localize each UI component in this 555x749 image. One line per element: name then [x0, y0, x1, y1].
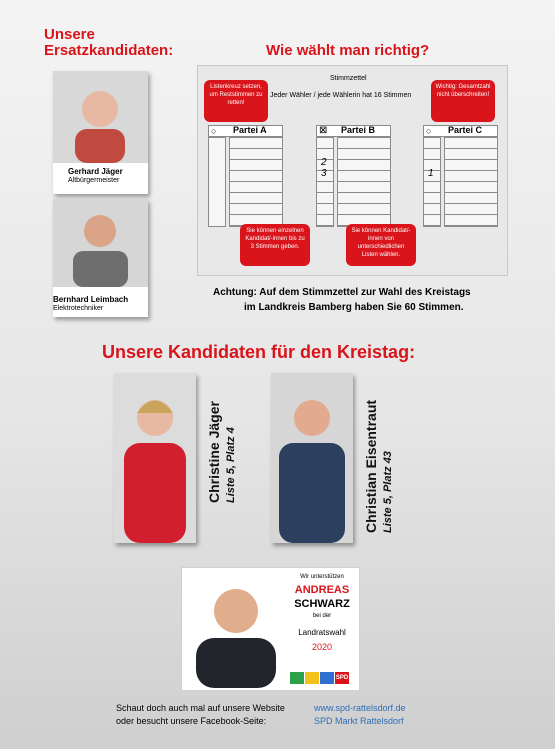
party-a-column: [208, 125, 283, 230]
color-square-blue: [320, 672, 334, 684]
candidate-name-1: Christine Jäger: [206, 401, 222, 503]
ad-line4: bei der: [312, 613, 332, 619]
color-square-green: [290, 672, 304, 684]
circle-icon: ○: [211, 126, 217, 136]
attention-line2: im Landkreis Bamberg haben Sie 60 Stimmen.: [244, 302, 464, 313]
mark-b-2: 3: [321, 168, 327, 179]
ersatz-role-2: Elektrotechniker: [53, 305, 104, 312]
ad-banner: [181, 567, 360, 691]
cross-mark-icon: ⊠: [319, 125, 328, 136]
party-b-label: Partei B: [341, 125, 376, 135]
mark-c-1: 1: [428, 168, 434, 179]
ad-line6: 2020: [311, 642, 333, 652]
ballot-subtitle: Jeder Wähler / jede Wählerin hat 16 Stimmen: [270, 92, 412, 99]
party-b-column: [316, 125, 391, 230]
ersatz-name-1: Gerhard Jäger: [68, 167, 123, 176]
how-title: Wie wählt man richtig?: [266, 42, 430, 59]
photo-christine: [114, 373, 196, 543]
ersatz-card-1: [53, 71, 148, 194]
bubble-bottom-right: Sie können Kandidat/-innen von unterschiedlichen Listen wählen.: [346, 224, 416, 266]
candidate-photo-1: [114, 373, 196, 543]
bubble-bottom-left: Sie können einzelnen Kandidat/-innen bis zu 3 Stimmen geben.: [240, 224, 310, 266]
photo-andreas: [186, 576, 281, 688]
party-a-label: Partei A: [233, 125, 267, 135]
candidate-list-2: Liste 5, Platz 43: [382, 451, 394, 533]
bubble-right: Wichtig: Gesamtzahl nicht überschreiten!: [431, 80, 495, 122]
ersatz-name-2: Bernhard Leimbach: [53, 295, 129, 304]
website-link[interactable]: www.spd-rattelsdorf.de: [314, 703, 406, 713]
ballot-box: [197, 65, 508, 276]
ballot-title: Stimmzettel: [330, 75, 367, 82]
mark-b-1: 2: [321, 157, 327, 168]
color-square-yellow: [305, 672, 319, 684]
bubble-left: Listenkreuz setzen, um Reststimmen zu retten!: [204, 80, 268, 122]
ersatz-title-line2: Ersatzkandidaten:: [44, 42, 174, 59]
photo-christian: [271, 373, 353, 543]
ersatz-card-2: [53, 199, 148, 317]
party-c-label: Partei C: [448, 125, 483, 135]
photo-gerhard: [53, 71, 148, 163]
ad-line1: Wir unterstützen: [300, 574, 344, 580]
ad-line5: Landratswahl: [298, 628, 346, 637]
ersatz-role-1: Altbürgermeister: [68, 177, 120, 184]
candidate-list-1: Liste 5, Platz 4: [225, 427, 237, 503]
spd-logo: SPD: [335, 672, 349, 684]
ersatz-title-line1: Unsere: [44, 26, 95, 43]
facebook-link[interactable]: SPD Markt Rattelsdorf: [314, 716, 404, 726]
ad-line3: SCHWARZ: [294, 598, 350, 610]
candidate-name-2: Christian Eisentraut: [363, 399, 379, 533]
circle-icon: ○: [426, 126, 432, 136]
ad-line2: ANDREAS: [294, 584, 350, 596]
attention-line1: Achtung: Auf dem Stimmzettel zur Wahl des Kreistags: [213, 287, 471, 298]
photo-bernhard: [53, 199, 148, 287]
kreistag-title: Unsere Kandidaten für den Kreistag:: [102, 342, 416, 362]
footer-left2: oder besucht unsere Facebook-Seite:: [116, 716, 267, 726]
footer-left1: Schaut doch auch mal auf unsere Website: [116, 703, 285, 713]
party-c-column: [423, 125, 498, 230]
candidate-photo-2: [271, 373, 353, 543]
